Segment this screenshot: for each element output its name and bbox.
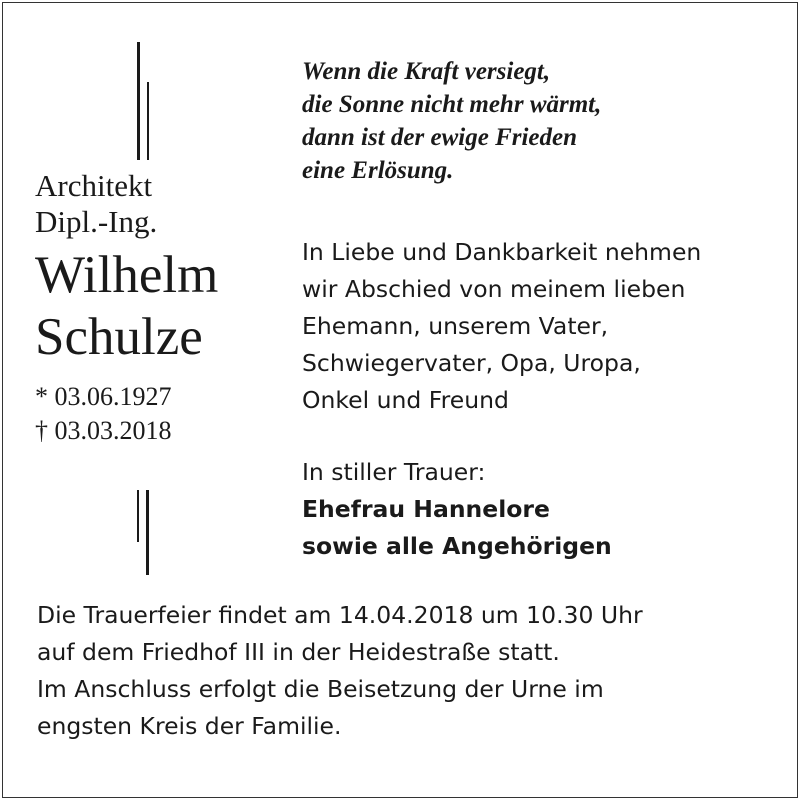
funeral-line: engsten Kreis der Familie. bbox=[37, 712, 342, 740]
last-name: Schulze bbox=[35, 308, 203, 366]
farewell-line: Onkel und Freund bbox=[302, 386, 509, 414]
mourner-relatives: sowie alle Angehörigen bbox=[302, 532, 612, 560]
quote-line: dann ist der ewige Frieden bbox=[302, 124, 578, 151]
death-date: † 03.03.2018 bbox=[35, 416, 172, 445]
birth-date: * 03.06.1927 bbox=[35, 382, 172, 411]
farewell-line: Ehemann, unserem Vater, bbox=[302, 312, 609, 340]
mourners-block bbox=[302, 454, 782, 565]
funeral-line: auf dem Friedhof III in der Heidestraße statt. bbox=[37, 638, 560, 666]
first-name: Wilhelm bbox=[35, 246, 219, 304]
mourner-spouse: Ehefrau Hannelore bbox=[302, 495, 550, 523]
top-short-bar bbox=[147, 82, 149, 160]
farewell-line: wir Abschied von meinem lieben bbox=[302, 275, 686, 303]
quote-line: Wenn die Kraft versiegt, bbox=[302, 58, 551, 85]
academic-degree: Dipl.-Ing. bbox=[35, 204, 158, 239]
bottom-short-bar bbox=[137, 490, 139, 542]
farewell-line: Schwiegervater, Opa, Uropa, bbox=[302, 349, 641, 377]
quote-line: die Sonne nicht mehr wärmt, bbox=[302, 91, 602, 118]
funeral-line: Die Trauerfeier findet am 14.04.2018 um 10.30 Uhr bbox=[37, 601, 643, 629]
farewell-line: In Liebe und Dankbarkeit nehmen bbox=[302, 238, 702, 266]
farewell-text bbox=[302, 234, 782, 419]
funeral-details bbox=[37, 597, 777, 745]
top-long-bar bbox=[137, 42, 140, 160]
memorial-quote bbox=[302, 55, 772, 187]
profession: Architekt bbox=[35, 168, 153, 203]
deceased-info bbox=[35, 168, 275, 448]
bottom-long-bar bbox=[146, 490, 149, 575]
funeral-line: Im Anschluss erfolgt die Beisetzung der Urne im bbox=[37, 675, 604, 703]
quote-line: eine Erlösung. bbox=[302, 157, 454, 184]
mourners-heading: In stiller Trauer: bbox=[302, 458, 486, 486]
